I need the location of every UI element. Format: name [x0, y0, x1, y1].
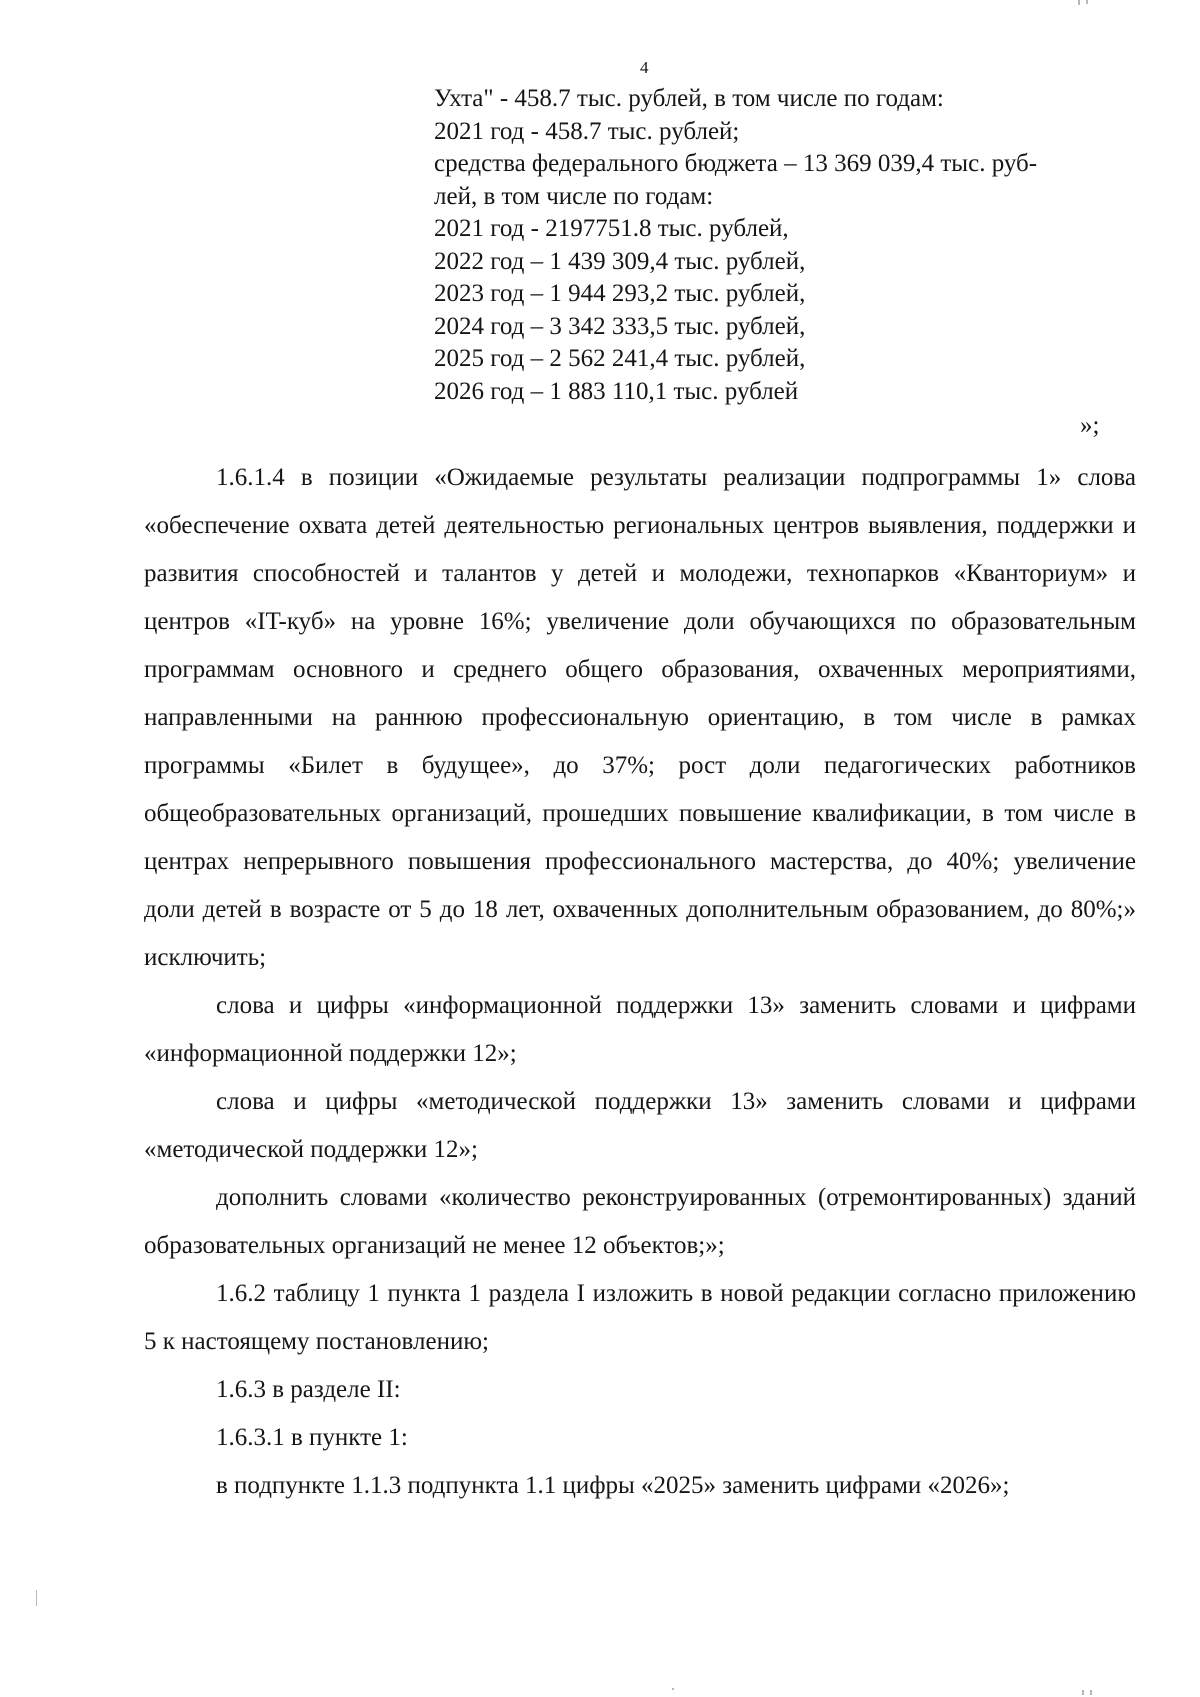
page-number: 4	[640, 58, 649, 77]
table-cell-line: средства федерального бюджета – 13 369 039,4 тыс. руб-	[434, 150, 1038, 177]
table-cell-line: 2021 год - 2197751.8 тыс. рублей,	[434, 215, 789, 242]
paragraph-expected-results: 1.6.1.4 в позиции «Ожидаемые результаты реализации подпрограммы 1» слова «обеспечение охвата детей деятельностью региональных центров выявления, поддержки и развития способностей и талантов у детей и молодежи, технопарков «Кванториум» и центров «IT-куб» на уровне 16%; увеличение доли обучающихся по образовательным программам основного и среднего общего образования, охваченных мероприятиями, направленными на раннюю профессиональную ориентацию, в том числе в рамках программы «Билет в будущее», до 37%; рост доли педагогических работников общеобразовательных организаций, прошедших повышение квалификации, в том числе в центрах непрерывного повышения профессионального мастерства, до 40%; увеличение доли детей в возрасте от 5 до 18 лет, охваченных дополнительным образованием, до 80%;» исключить;	[144, 464, 1136, 971]
scan-mark	[1082, 1690, 1084, 1695]
paragraph-table-1: 1.6.2 таблицу 1 пункта 1 раздела I изложить в новой редакции согласно приложению 5 к настоящему постановлению;	[144, 1280, 1136, 1355]
paragraph-subitem-1-1-3: в подпункте 1.1.3 подпункта 1.1 цифры «2025» заменить цифрами «2026»;	[216, 1472, 1010, 1499]
paragraph-section-2: 1.6.3 в разделе II:	[216, 1376, 401, 1403]
paragraph-information-support: слова и цифры «информационной поддержки 13» заменить словами и цифрами «информационной поддержки 12»;	[144, 992, 1136, 1067]
closing-quote: »;	[1080, 412, 1100, 439]
paragraph-item-1: 1.6.3.1 в пункте 1:	[216, 1424, 408, 1451]
paragraph-methodical-support: слова и цифры «методической поддержки 13» заменить словами и цифрами «методической поддержки 12»;	[144, 1088, 1136, 1163]
table-cell-line: 2022 год – 1 439 309,4 тыс. рублей,	[434, 247, 806, 275]
scan-mark	[1078, 0, 1080, 5]
scan-mark	[672, 1688, 674, 1690]
table-cell-line: 2025 год – 2 562 241,4 тыс. рублей,	[434, 345, 806, 372]
table-cell-line: 2024 год – 3 342 333,5 тыс. рублей,	[434, 312, 806, 340]
paragraph-reconstructed-buildings: дополнить словами «количество реконструированных (отремонтированных) зданий образовательных организаций не менее 12 объектов;»;	[144, 1184, 1136, 1259]
scan-mark	[1090, 1690, 1092, 1695]
table-cell-line: 2026 год – 1 883 110,1 тыс. рублей	[434, 377, 799, 405]
scan-mark	[36, 1590, 37, 1606]
table-cell-line: 2021 год - 458.7 тыс. рублей;	[434, 117, 740, 145]
body-text	[144, 454, 1136, 1510]
table-cell-line: Ухта" - 458.7 тыс. рублей, в том числе по годам:	[434, 85, 944, 112]
scan-mark	[1086, 0, 1088, 4]
table-cell-continuation	[434, 83, 1124, 408]
table-cell-line: 2023 год – 1 944 293,2 тыс. рублей,	[434, 280, 806, 307]
table-cell-line: лей, в том числе по годам:	[434, 182, 714, 210]
